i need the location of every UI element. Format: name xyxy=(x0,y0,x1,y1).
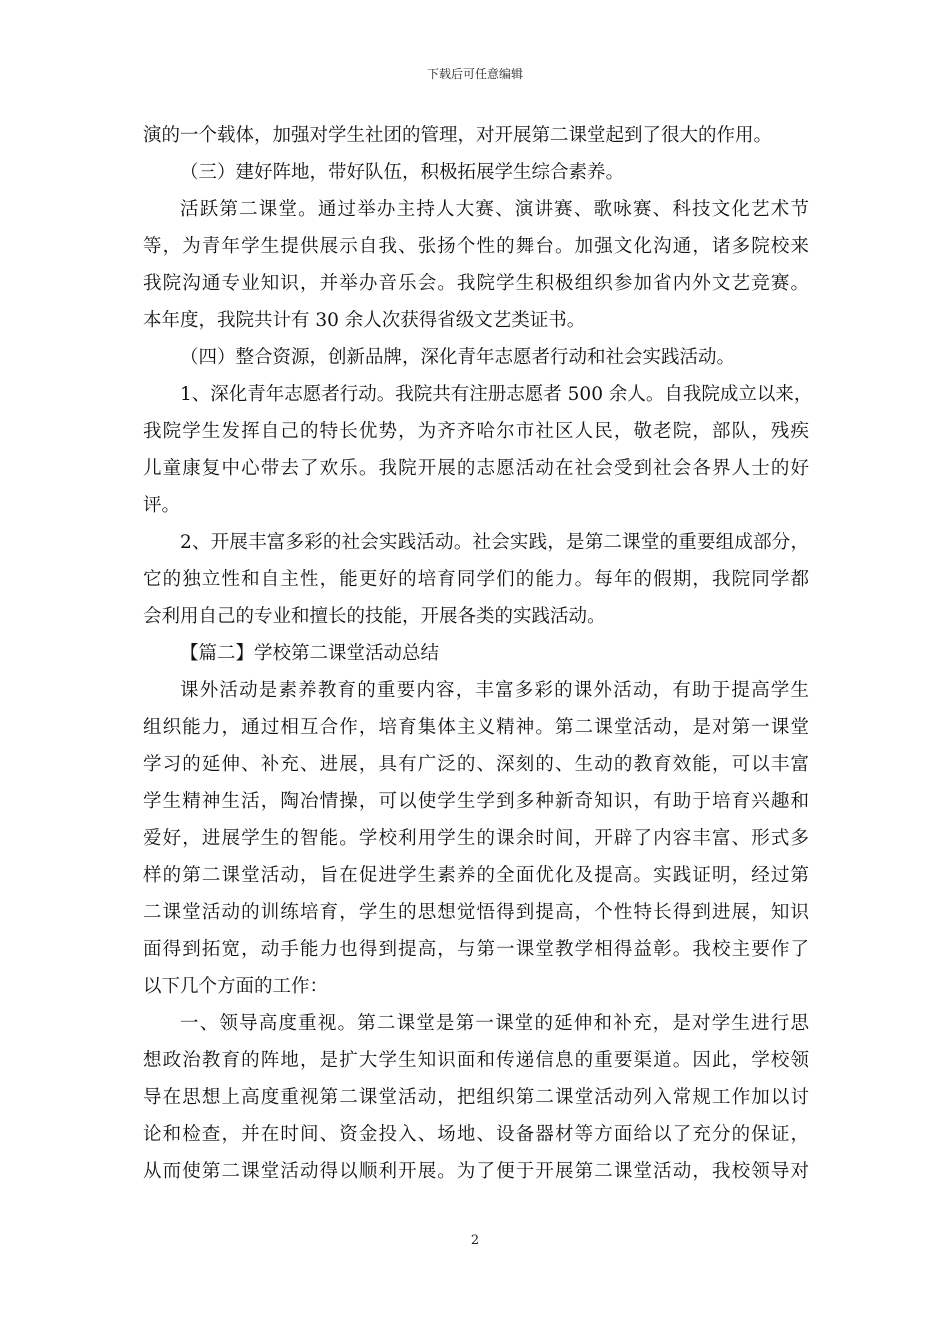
text-line: 从而使第二课堂活动得以顺利开展。为了便于开展第二课堂活动，我校领导对 xyxy=(143,1161,809,1182)
text-line: 组织能力，通过相互合作，培育集体主义精神。第二课堂活动，是对第一课堂 xyxy=(143,717,809,738)
text-line: 我院沟通专业知识，并举办音乐会。我院学生积极组织参加省内外文艺竞赛。 xyxy=(143,273,809,294)
text-line: 面得到拓宽，动手能力也得到提高，与第一课堂教学相得益彰。我校主要作了 xyxy=(143,939,809,960)
page-header: 下载后可任意编辑 xyxy=(426,67,523,81)
text-line: 爱好，进展学生的智能。学校利用学生的课余时间，开辟了内容丰富、形式多 xyxy=(143,828,809,849)
text-line: 评。 xyxy=(143,495,181,516)
text-line: 1、深化青年志愿者行动。我院共有注册志愿者 500 余人。自我院成立以来， xyxy=(180,384,813,405)
text-line: 儿童康复中心带去了欢乐。我院开展的志愿活动在社会受到社会各界人士的好 xyxy=(143,458,809,479)
text-line: （四）整合资源，创新品牌，深化青年志愿者行动和社会实践活动。 xyxy=(180,347,736,368)
text-line: 等，为青年学生提供展示自我、张扬个性的舞台。加强文化沟通，诸多院校来 xyxy=(143,236,809,257)
text-line: 导在思想上高度重视第二课堂活动，把组织第二课堂活动列入常规工作加以讨 xyxy=(143,1087,809,1108)
text-line: 演的一个载体，加强对学生社团的管理，对开展第二课堂起到了很大的作用。 xyxy=(143,125,773,146)
text-line: 2、开展丰富多彩的社会实践活动。社会实践，是第二课堂的重要组成部分， xyxy=(180,532,809,553)
text-line: 学生精神生活，陶冶情操，可以使学生学到多种新奇知识，有助于培育兴趣和 xyxy=(143,791,809,812)
text-line: 会利用自己的专业和擅长的技能，开展各类的实践活动。 xyxy=(143,606,606,627)
text-line: 学习的延伸、补充、进展，具有广泛的、深刻的、生动的教育效能，可以丰富 xyxy=(143,754,809,775)
text-line: 它的独立性和自主性，能更好的培育同学们的能力。每年的假期，我院同学都 xyxy=(143,569,809,590)
text-line: 论和检查，并在时间、资金投入、场地、设备器材等方面给以了充分的保证， xyxy=(143,1124,809,1145)
text-line: 二课堂活动的训练培育，学生的思想觉悟得到提高，个性特长得到进展，知识 xyxy=(143,902,809,923)
page-number: 2 xyxy=(470,1233,480,1248)
text-line: 想政治教育的阵地，是扩大学生知识面和传递信息的重要渠道。因此，学校领 xyxy=(143,1050,809,1071)
text-line: 我院学生发挥自己的特长优势，为齐齐哈尔市社区人民，敬老院，部队，残疾 xyxy=(143,421,809,442)
text-line: 课外活动是素养教育的重要内容，丰富多彩的课外活动，有助于提高学生 xyxy=(180,680,809,701)
text-line: 【篇二】学校第二课堂活动总结 xyxy=(180,643,440,664)
text-line: 本年度，我院共计有 30 余人次获得省级文艺类证书。 xyxy=(143,310,586,331)
text-line: 样的第二课堂活动，旨在促进学生素养的全面优化及提高。实践证明，经过第 xyxy=(143,865,809,886)
text-line: （三）建好阵地，带好队伍，积极拓展学生综合素养。 xyxy=(180,162,625,183)
text-line: 一、领导高度重视。第二课堂是第一课堂的延伸和补充，是对学生进行思 xyxy=(180,1013,809,1034)
document-body xyxy=(143,117,813,1190)
text-line: 以下几个方面的工作： xyxy=(143,976,329,997)
text-line: 活跃第二课堂。通过举办主持人大赛、演讲赛、歌咏赛、科技文化艺术节 xyxy=(180,199,809,220)
